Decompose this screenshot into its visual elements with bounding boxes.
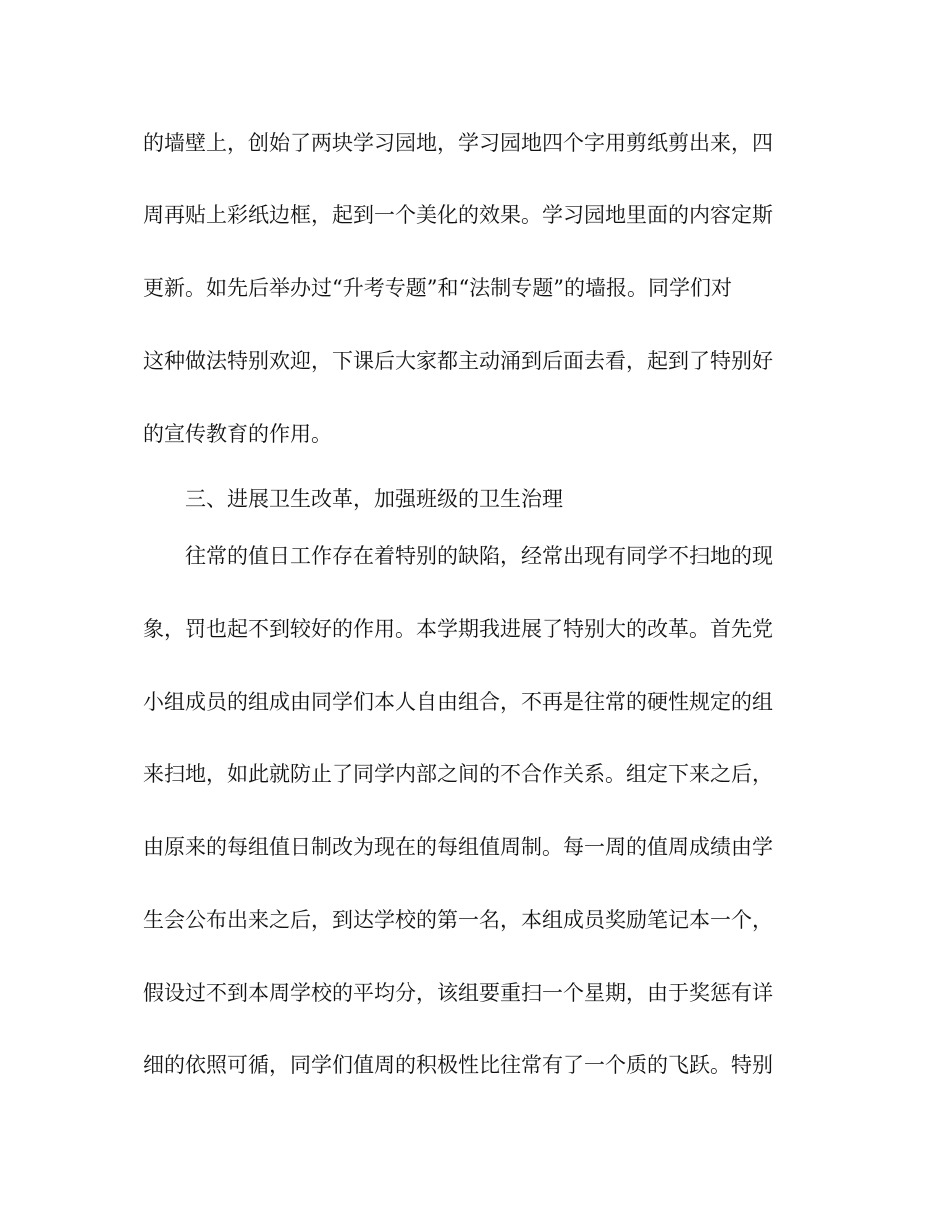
section-heading: 三、进展卫生改革，加强班级的卫生治理 xyxy=(185,487,563,511)
body-text-line: 象，罚也起不到较好的作用。本学期我进展了特别大的改革。首先党 xyxy=(143,617,773,641)
body-text-line: 更新。如先后举办过“升考专题”和“法制专题”的墙报。同学们对 xyxy=(143,276,732,300)
body-text-line: 细的依照可循，同学们值周的积极性比往常有了一个质的飞跃。特别 xyxy=(143,1053,773,1077)
body-text-line: 的墙壁上，创始了两块学习园地，学习园地四个字用剪纸剪出来，四 xyxy=(143,131,773,155)
body-text-line: 来扫地，如此就防止了同学内部之间的不合作关系。组定下来之后， xyxy=(143,762,773,786)
body-text-line: 的宣传教育的作用。 xyxy=(143,422,332,446)
body-text-line: 假设过不到本周学校的平均分，该组要重扫一个星期，由于奖惩有详 xyxy=(143,981,773,1005)
paragraph-first-line: 往常的值日工作存在着特别的缺陷，经常出现有同学不扫地的现 xyxy=(185,544,773,568)
body-text-line: 周再贴上彩纸边框，起到一个美化的效果。学习园地里面的内容定斯 xyxy=(143,203,773,227)
body-text-line: 由原来的每组值日制改为现在的每组值周制。每一周的值周成绩由学 xyxy=(143,835,773,859)
body-text-line: 小组成员的组成由同学们本人自由组合，不再是往常的硬性规定的组 xyxy=(143,690,773,714)
body-text-line: 生会公布出来之后，到达学校的第一名，本组成员奖励笔记本一个， xyxy=(143,908,773,932)
body-text-line: 这种做法特别欢迎，下课后大家都主动涌到后面去看，起到了特别好 xyxy=(143,349,773,373)
